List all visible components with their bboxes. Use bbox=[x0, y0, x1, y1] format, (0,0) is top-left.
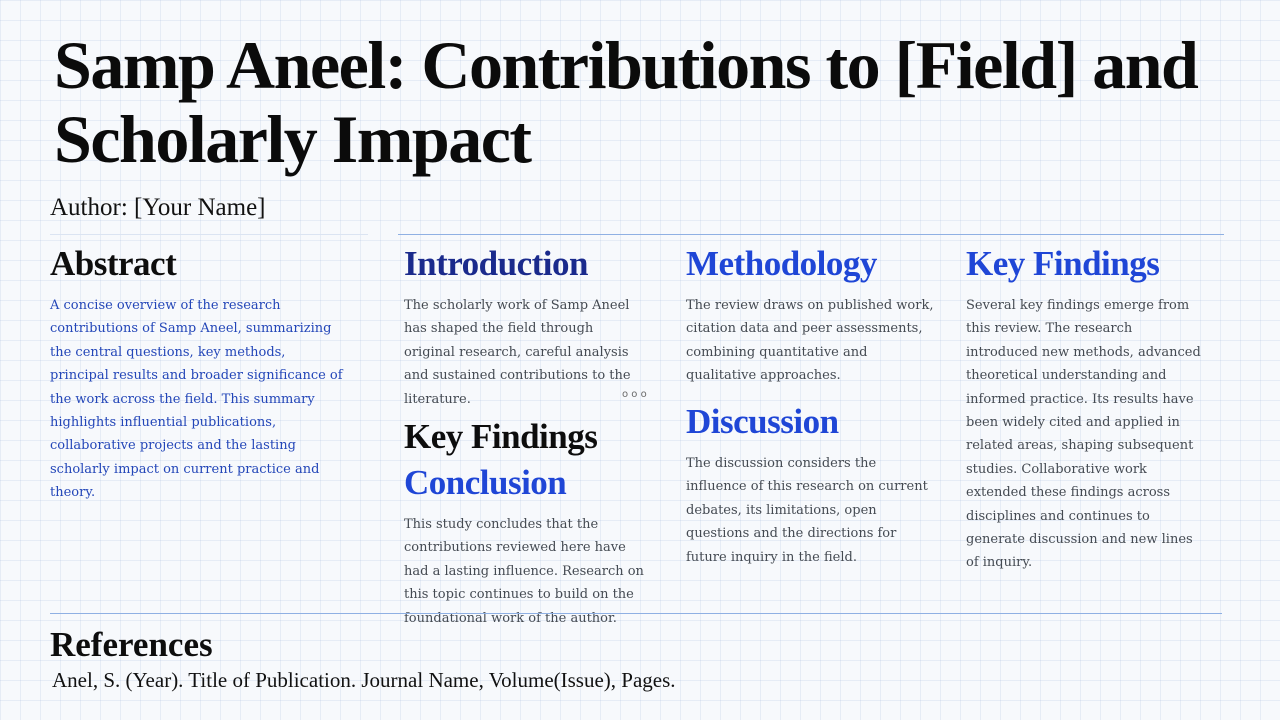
conclusion-heading: Conclusion bbox=[404, 463, 567, 503]
discussion-body: The discussion considers the influence of this research on current debates, its limitations, open questions and the directions for future inquiry in the field. bbox=[686, 456, 928, 565]
introduction-heading: Introduction bbox=[404, 244, 588, 283]
author-line: Author: [Your Name] bbox=[50, 194, 266, 221]
key-findings-heading-right: Key Findings bbox=[966, 244, 1160, 283]
key-findings-section bbox=[966, 242, 1206, 575]
divider-top bbox=[398, 234, 1224, 235]
side-note: o o o bbox=[622, 389, 647, 400]
methodology-body: The review draws on published work, citation data and peer assessments, combining quantitative and qualitative approaches. bbox=[686, 298, 934, 384]
document-title: Samp Aneel: Contributions to [Field] and Scholarly Impact bbox=[54, 27, 1198, 177]
abstract-section bbox=[50, 242, 344, 505]
introduction-column bbox=[404, 242, 644, 630]
reference-entry: Anel, S. (Year). Title of Publication. Journal Name, Volume(Issue), Pages. bbox=[52, 668, 676, 692]
references-heading: References bbox=[50, 625, 213, 664]
abstract-body: A concise overview of the research contributions of Samp Aneel, summarizing the central questions, key methods, principal results and broader significance of the work across the field. This summary highlights influential publications, collaborative projects and the lasting scholarly impact on current practice and theory. bbox=[50, 298, 343, 501]
divider-bottom bbox=[50, 613, 1222, 614]
key-findings-body: Several key findings emerge from this review. The research introduced new methods, advanced theoretical understanding and informed practice. Its results have been widely cited and applied in related areas, shaping subsequent studies. Collaborative work extended these findings across disciplines and continues to generate discussion and new lines of inquiry. bbox=[966, 298, 1201, 571]
divider-top-left bbox=[50, 234, 368, 235]
conclusion-body: This study concludes that the contributions reviewed here have had a lasting influence. Research on this topic continues to build on the foundational work of the author. bbox=[404, 517, 644, 626]
discussion-heading: Discussion bbox=[686, 402, 839, 441]
abstract-heading: Abstract bbox=[50, 244, 177, 283]
key-findings-heading-left: Key Findings bbox=[404, 417, 598, 457]
methodology-section bbox=[686, 242, 934, 388]
discussion-section bbox=[686, 400, 934, 569]
methodology-heading: Methodology bbox=[686, 244, 877, 283]
introduction-body: The scholarly work of Samp Aneel has shaped the field through original research, careful analysis and sustained contributions to the literature. bbox=[404, 298, 631, 407]
